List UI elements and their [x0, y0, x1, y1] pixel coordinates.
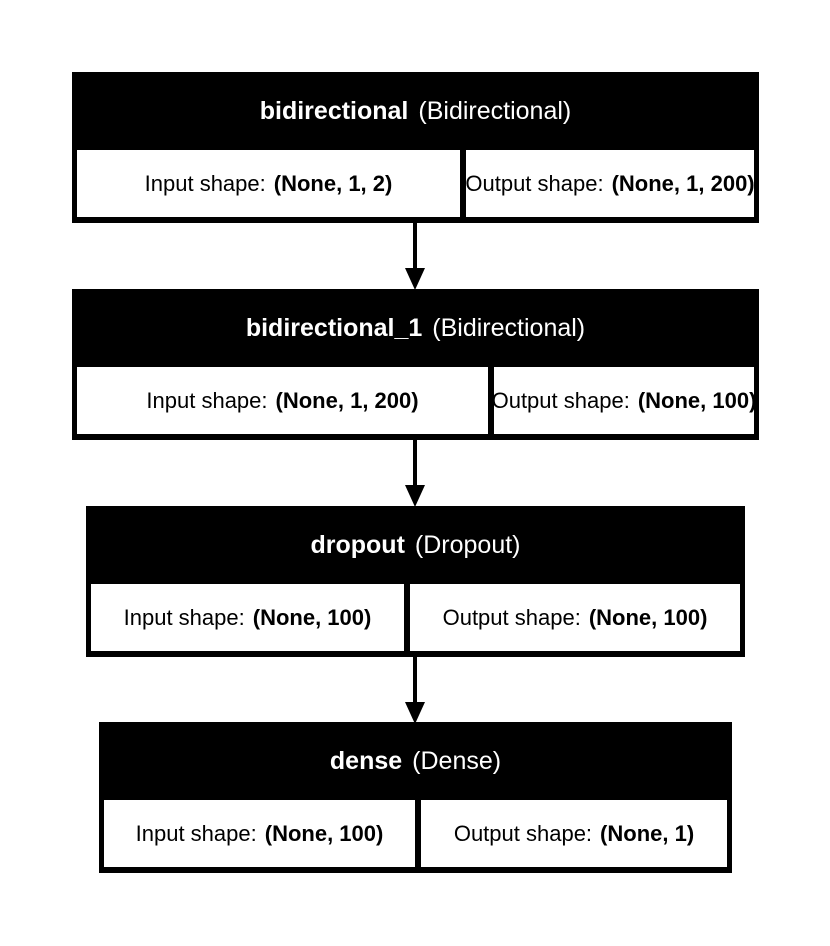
layer-header: [72, 289, 759, 367]
output-shape-value: (None, 1, 200): [611, 170, 755, 196]
input-shape-cell: [77, 150, 460, 217]
edge-line: [413, 440, 417, 486]
layer-header: [86, 506, 745, 584]
output-shape-value: (None, 1): [600, 820, 695, 846]
edge-line: [413, 223, 417, 269]
layer-node-bidirectional: [72, 72, 759, 223]
edge-line: [413, 657, 417, 703]
output-shape-cell: [491, 367, 757, 434]
output-shape-cell: [466, 150, 754, 217]
input-shape-value: (None, 1, 2): [273, 170, 393, 196]
layer-header: [72, 72, 759, 150]
input-shape-label: Input shape:: [123, 604, 245, 630]
input-shape-label: Input shape:: [146, 387, 268, 413]
input-shape-value: (None, 100): [264, 820, 384, 846]
layer-class: (Dense): [412, 746, 502, 775]
layer-name: dense: [329, 746, 403, 775]
input-shape-cell: [91, 584, 404, 651]
output-shape-label: Output shape:: [491, 387, 630, 413]
input-shape-label: Input shape:: [135, 820, 257, 846]
layer-name: dropout: [310, 530, 405, 559]
output-shape-label: Output shape:: [442, 604, 581, 630]
output-shape-label: Output shape:: [453, 820, 593, 846]
input-shape-cell: [77, 367, 488, 434]
input-shape-value: (None, 1, 200): [275, 387, 419, 413]
layer-node-dropout: [86, 506, 745, 657]
arrow-head-icon: [405, 702, 425, 724]
layer-node-bidirectional-1: [72, 289, 759, 440]
output-shape-label: Output shape:: [465, 170, 604, 196]
layer-class: (Dropout): [414, 530, 521, 559]
layer-class: (Bidirectional): [418, 96, 572, 125]
output-shape-value: (None, 100): [637, 387, 757, 413]
layer-name: bidirectional: [259, 96, 409, 125]
input-shape-cell: [104, 800, 415, 867]
layer-header: [99, 722, 732, 800]
layer-name: bidirectional_1: [245, 313, 423, 342]
output-shape-value: (None, 100): [588, 604, 708, 630]
input-shape-value: (None, 100): [252, 604, 372, 630]
input-shape-label: Input shape:: [144, 170, 266, 196]
arrow-head-icon: [405, 485, 425, 507]
layer-node-dense: [99, 722, 732, 873]
arrow-head-icon: [405, 268, 425, 290]
output-shape-cell: [421, 800, 727, 867]
output-shape-cell: [410, 584, 740, 651]
layer-class: (Bidirectional): [432, 313, 586, 342]
